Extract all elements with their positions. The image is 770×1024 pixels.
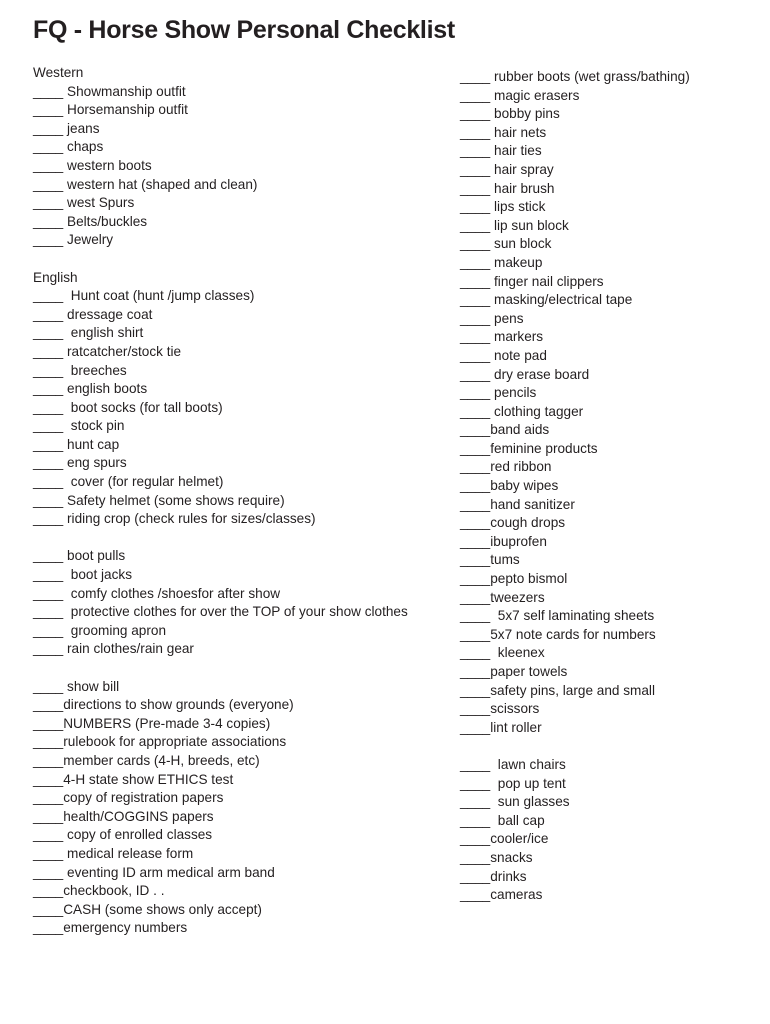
checklist-item: ____ sun glasses <box>460 794 570 810</box>
checklist-item: ____ boot pulls <box>33 548 126 564</box>
section-spacer <box>33 659 448 678</box>
checklist-item: ____copy of registration papers <box>33 790 224 806</box>
checklist-item: ____ lawn chairs <box>460 756 566 772</box>
checklist-item: ____emergency numbers <box>33 920 188 936</box>
checklist-item: ____paper towels <box>460 664 568 679</box>
checklist-item: ____ makeup <box>460 254 543 270</box>
checklist-item: ____ grooming apron <box>33 622 167 638</box>
checklist-item: ____ protective clothes for over the TOP of your show clothes <box>33 604 408 620</box>
checklist-item: ____ stock pin <box>33 418 125 434</box>
checklist-item: ____4-H state show ETHICS test <box>33 771 234 787</box>
checklist-item: ____ cover (for regular helmet) <box>33 474 224 490</box>
checklist-item: ____ show bill <box>33 678 120 694</box>
checklist-item: ____tums <box>460 552 520 568</box>
checklist-item: ____ copy of enrolled classes <box>33 827 213 843</box>
checklist-item: ____ hair spray <box>460 161 554 177</box>
checklist-item: ____ magic erasers <box>460 87 580 103</box>
checklist-item: ____ eventing ID arm medical arm band <box>33 864 275 880</box>
checklist-item: ____ lips stick <box>460 199 546 215</box>
checklist-item: ____ ball cap <box>460 812 545 828</box>
checklist-item: ____ pop up tent <box>460 775 566 791</box>
checklist-item: ____ kleenex <box>460 645 545 661</box>
supplies-list <box>460 68 760 737</box>
checklist-item: ____ masking/electrical tape <box>460 292 633 308</box>
section-heading-western: Western <box>33 65 84 80</box>
checklist-item: ____ dressage coat <box>33 306 153 322</box>
checklist-item: ____ Safety helmet (some shows require) <box>33 492 285 508</box>
checklist-item: ____checkbook, ID . . <box>33 883 165 899</box>
checklist-item: ____ western hat (shaped and clean) <box>33 176 258 192</box>
checklist-item: ____ hair ties <box>460 143 542 159</box>
checklist-item: ____ibuprofen <box>460 533 547 549</box>
checklist-item: ____ boot socks (for tall boots) <box>33 399 223 415</box>
checklist-item: ____ ratcatcher/stock tie <box>33 343 182 359</box>
checklist-item: ____ Hunt coat (hunt /jump classes) <box>33 288 255 304</box>
checklist-item: ____ pencils <box>460 385 537 401</box>
checklist-item: ____ dry erase board <box>460 366 590 382</box>
checklist-item: ____rulebook for appropriate associations <box>33 734 287 750</box>
checklist-item: ____hand sanitizer <box>460 496 575 512</box>
checklist-item: ____cooler/ice <box>460 831 549 847</box>
checklist-item: ____scissors <box>460 701 540 717</box>
checklist-item: ____ boot jacks <box>33 567 132 583</box>
checklist-item: ____ chaps <box>33 139 104 155</box>
western-list <box>33 83 448 250</box>
checklist-item: ____ rain clothes/rain gear <box>33 641 194 657</box>
checklist-item: ____red ribbon <box>460 459 552 475</box>
page-title: FQ - Horse Show Personal Checklist <box>33 16 455 44</box>
checklist-item: ____ note pad <box>460 347 547 363</box>
checklist-item: ____ sun block <box>460 236 552 252</box>
checklist-item: ____ riding crop (check rules for sizes/classes) <box>33 511 316 527</box>
checklist-item: ____ Horsemanship outfit <box>33 102 188 118</box>
checklist-item: ____ Showmanship outfit <box>33 83 186 99</box>
checklist-item: ____ pens <box>460 310 524 326</box>
checklist-item: ____ hair brush <box>460 180 555 196</box>
checklist-item: ____pepto bismol <box>460 571 568 587</box>
checklist-item: ____ hunt cap <box>33 436 120 452</box>
checklist-item: ____ markers <box>460 329 544 345</box>
checklist-item: ____ medical release form <box>33 845 194 861</box>
checklist-item: ____directions to show grounds (everyone) <box>33 697 294 713</box>
checklist-item: ____5x7 note cards for numbers <box>460 626 656 642</box>
checklist-item: ____NUMBERS (Pre-made 3-4 copies) <box>33 715 271 731</box>
checklist-item: ____ jeans <box>33 120 100 136</box>
checklist-item: ____ breeches <box>33 362 127 378</box>
checklist-item: ____ english shirt <box>33 325 144 341</box>
section-heading-english: English <box>33 269 78 285</box>
right-column <box>460 68 760 905</box>
checklist-item: ____cough drops <box>460 515 566 531</box>
checklist-item: ____cameras <box>460 887 543 903</box>
checklist-item: ____CASH (some shows only accept) <box>33 901 262 917</box>
checklist-item: ____health/COGGINS papers <box>33 808 214 824</box>
checklist-item: ____ Jewelry <box>33 232 114 248</box>
checklist-item: ____ finger nail clippers <box>460 273 604 289</box>
english-list <box>33 287 448 529</box>
checklist-item: ____ hair nets <box>460 124 547 140</box>
checklist-item: ____ lip sun block <box>460 217 569 233</box>
checklist-item: ____ western boots <box>33 157 152 173</box>
checklist-item: ____band aids <box>460 422 550 438</box>
checklist-item: ____ comfy clothes /shoesfor after show <box>33 585 281 601</box>
left-column <box>33 64 448 938</box>
checklist-item: ____ english boots <box>33 381 148 397</box>
checklist-item: ____ clothing tagger <box>460 403 584 419</box>
checklist-item: ____ 5x7 self laminating sheets <box>460 608 655 624</box>
paperwork-list <box>33 678 448 938</box>
checklist-item: ____safety pins, large and small <box>460 682 655 698</box>
section-spacer <box>460 737 760 756</box>
checklist-item: ____snacks <box>460 849 533 865</box>
checklist-item: ____tweezers <box>460 589 545 605</box>
checklist-item: ____lint roller <box>460 719 542 735</box>
checklist-item: ____ rubber boots (wet grass/bathing) <box>460 69 690 84</box>
checklist-item: ____ west Spurs <box>33 195 135 211</box>
checklist-item: ____baby wipes <box>460 478 559 494</box>
checklist-item: ____member cards (4-H, breeds, etc) <box>33 752 260 768</box>
checklist-item: ____feminine products <box>460 440 598 456</box>
section-spacer <box>33 250 448 269</box>
checklist-item: ____drinks <box>460 868 527 884</box>
checklist-item: ____ eng spurs <box>33 455 127 471</box>
misc-list <box>33 547 448 659</box>
checklist-item: ____ bobby pins <box>460 106 560 122</box>
section-spacer <box>33 529 448 548</box>
checklist-item: ____ Belts/buckles <box>33 213 148 229</box>
comfort-list <box>460 756 760 905</box>
